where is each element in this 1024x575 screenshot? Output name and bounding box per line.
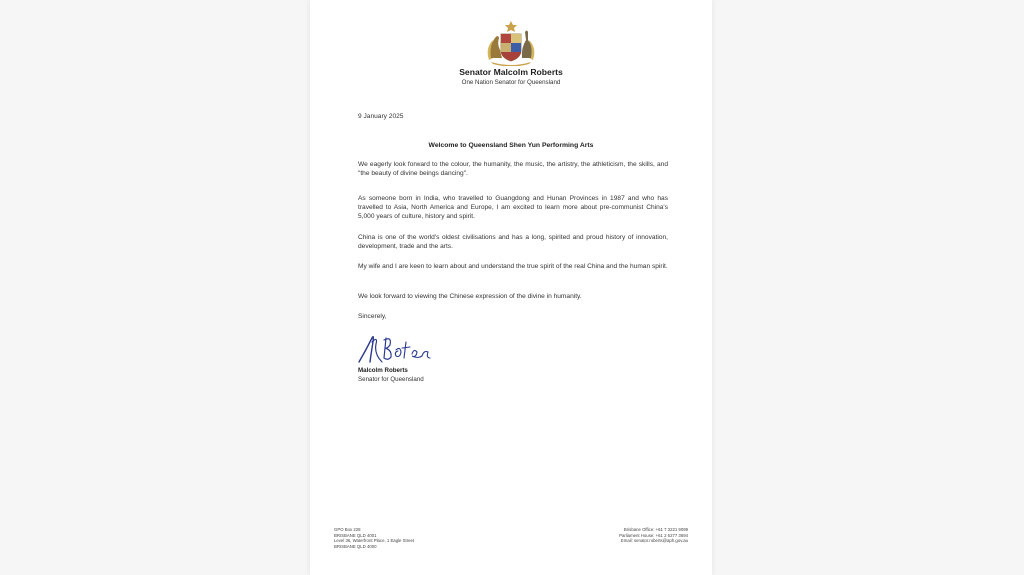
footer-line: GPO Box 228 xyxy=(334,527,361,532)
paragraph-5: We look forward to viewing the Chinese expression of the divine in humanity. xyxy=(358,293,582,300)
closing: Sincerely, xyxy=(358,313,387,320)
signer-name: Malcolm Roberts xyxy=(358,367,408,374)
footer-line: Parliament House: +61 2 6277 3694 xyxy=(619,532,688,538)
paragraph-1: We eagerly look forward to the colour, the humanity, the music, the artistry, the athleticism, the skills, and "the beauty of divine beings dancing". xyxy=(358,161,668,178)
footer-contact xyxy=(619,527,688,544)
letter-date: 9 January 2025 xyxy=(358,113,404,120)
footer-line: BRISBANE QLD 4001 xyxy=(334,532,377,538)
signer-title: Senator for Queensland xyxy=(358,376,424,383)
letter-page xyxy=(310,0,712,575)
sender-name: Senator Malcolm Roberts xyxy=(459,67,563,77)
sender-role: One Nation Senator for Queensland xyxy=(461,79,561,86)
letter-subject: Welcome to Queensland Shen Yun Performing Arts xyxy=(428,142,594,149)
coat-of-arms-icon xyxy=(483,20,539,66)
footer-line: Email: senator.roberts@aph.gov.au xyxy=(620,538,688,544)
footer-line: Brisbane Office: +61 7 3221 9099 xyxy=(623,527,688,532)
paragraph-4: My wife and I are keen to learn about and understand the true spirit of the real China and the human spirit. xyxy=(358,263,668,270)
footer-address xyxy=(334,527,414,549)
handwritten-signature xyxy=(354,328,440,370)
letterhead xyxy=(310,67,712,86)
paragraph-3: China is one of the world's oldest civilisations and has a long, spirited and proud history of innovation, development, trade and the arts. xyxy=(358,234,668,251)
footer-line: Level 36, Waterfront Place, 1 Eagle Street xyxy=(334,538,415,544)
footer-line: BRISBANE QLD 4000 xyxy=(334,543,377,549)
paragraph-2: As someone born in India, who travelled to Guangdong and Hunan Provinces in 1987 and who has travelled to Asia, North America and Europe, I am excited to learn more about pre-communist China's 5,000 years of culture, history and spirit. xyxy=(358,195,668,221)
